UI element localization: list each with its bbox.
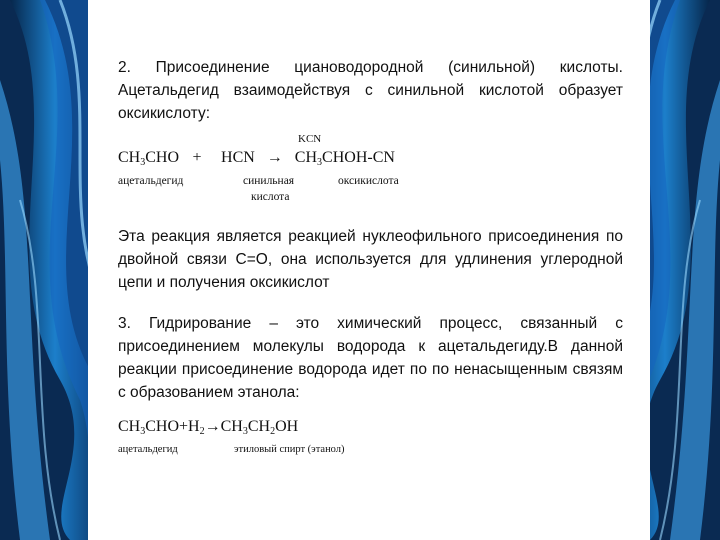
- formula-part: CHO: [145, 149, 180, 166]
- formula-part: CH: [294, 149, 318, 166]
- formula-part: CH: [220, 418, 243, 435]
- reactant-acetaldehyde: [118, 149, 179, 167]
- equation-line: [118, 149, 395, 167]
- formula-subscript: 2: [270, 426, 276, 437]
- formula-part: OH: [275, 418, 299, 435]
- paragraph-hcn-addition: 2. Присоединение циановодородной (синильной) кислоты. Ацетальдегид взаимодействуя с синильной кислотой образует оксикислоту:: [118, 59, 623, 122]
- label-acetaldehyde-2: ацетальдегид: [118, 444, 178, 455]
- label-oxyacid: оксикислота: [338, 175, 399, 187]
- equation-line-2: [118, 418, 298, 436]
- formula-part: CH: [118, 418, 141, 435]
- formula-part: CHOH-CN: [322, 149, 395, 166]
- formula-subscript: 3: [317, 157, 323, 168]
- formula-subscript: 3: [140, 157, 146, 168]
- label-hydrocyanic-line1: синильная: [243, 175, 295, 187]
- formula-subscript: 3: [140, 426, 146, 437]
- plus-sign: +: [192, 149, 202, 166]
- catalyst-label: KCN: [298, 133, 322, 145]
- formula-part: CHO+H: [145, 418, 200, 435]
- formula-part: CH: [118, 149, 141, 166]
- formula-subscript: 3: [242, 426, 248, 437]
- label-hydrocyanic-line2: кислота: [251, 191, 290, 203]
- paragraph-hydrogenation: 3. Гидрирование – это химический процесс, связанный с присоединением молекулы водорода к ацетальдегиду.В данной реакции присоединение водорода идет по по ненасыщенным связям с образованием этанола:: [118, 315, 623, 401]
- paragraph-mechanism: Эта реакция является реакцией нуклеофильного присоединения по двойной связи С=О, она используется для удлинения углеродной цепи и получения оксикислот: [118, 228, 623, 291]
- equation-cyanohydrin: [118, 133, 623, 213]
- label-acetaldehyde: ацетальдегид: [118, 175, 184, 187]
- equation-hydrogenation: [118, 418, 623, 468]
- reactant-hcn: HCN: [221, 149, 255, 166]
- formula-subscript: 2: [199, 426, 205, 437]
- slide-content: [118, 56, 623, 468]
- slide-body: [88, 0, 650, 540]
- reaction-arrow-icon: →: [204, 418, 221, 435]
- product-oxyacid: [295, 149, 395, 167]
- reaction-arrow-icon: →: [266, 149, 283, 166]
- label-ethanol: этиловый спирт (этанол): [234, 444, 345, 455]
- formula-part: CH: [247, 418, 271, 435]
